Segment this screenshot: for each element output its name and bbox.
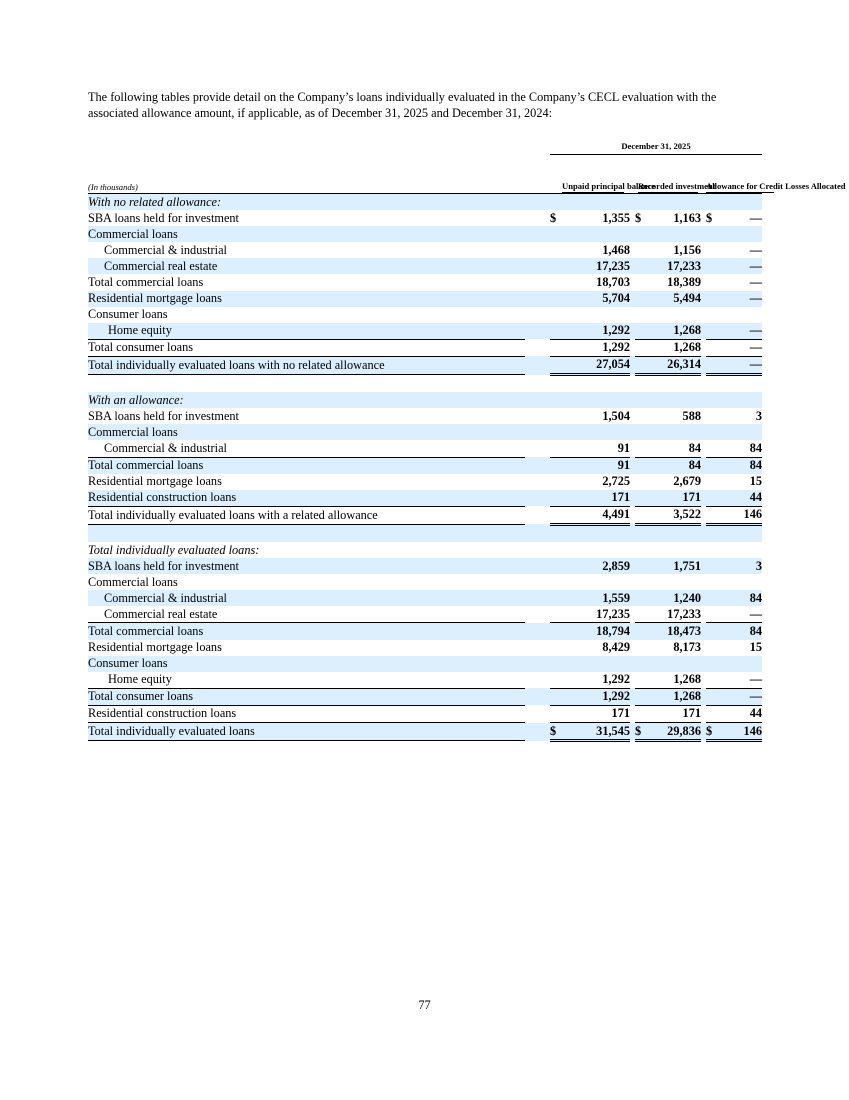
value-cell: 1,240 xyxy=(635,590,701,606)
value-cell: 5,704 xyxy=(550,291,630,307)
value-cell: 1,292 xyxy=(550,688,630,705)
table-row xyxy=(88,640,762,656)
value-cell: — xyxy=(706,672,762,689)
value-cell: 26,314 xyxy=(635,356,701,374)
loans-evaluated-table xyxy=(88,139,846,742)
row-label: Consumer loans xyxy=(88,656,525,672)
value-cell: 18,473 xyxy=(635,623,701,640)
row-label: Total commercial loans xyxy=(88,275,204,290)
intro-paragraph: The following tables provide detail on the Company’s loans individually evaluated in the Company’s CECL evaluation with the associated allowance amount, if applicable, as of December 31, 2025 and December 31, 2024: xyxy=(88,90,717,120)
row-label: Residential mortgage loans xyxy=(88,640,222,655)
table-row xyxy=(88,323,762,340)
currency-symbol: $ xyxy=(550,723,557,738)
value-cell: 84 xyxy=(635,440,701,457)
table-row xyxy=(88,506,762,524)
period-header: December 31, 2025 xyxy=(550,139,762,155)
row-label: Total individually evaluated loans with a related allowance xyxy=(88,506,525,524)
table-row xyxy=(88,242,762,258)
value-cell: 18,389 xyxy=(667,275,701,290)
table-row xyxy=(88,558,762,574)
currency-symbol: $ xyxy=(550,210,557,225)
row-label: Commercial & industrial xyxy=(88,590,525,606)
row-label: Commercial loans xyxy=(88,424,525,440)
table-row xyxy=(88,356,762,374)
value-cell: 2,725 xyxy=(602,474,630,489)
row-label: Residential construction loans xyxy=(88,705,525,722)
value-cell: 588 xyxy=(682,408,701,423)
table-row xyxy=(88,424,762,440)
column-header-row xyxy=(88,155,762,194)
currency-symbol: $ xyxy=(635,723,642,738)
table-row xyxy=(88,688,762,705)
value-cell: 27,054 xyxy=(550,356,630,374)
value-cell: 1,559 xyxy=(550,590,630,606)
value-cell: 17,233 xyxy=(635,258,701,274)
value-cell: 2,679 xyxy=(673,474,701,489)
value-cell: 17,235 xyxy=(550,258,630,274)
value-cell: 17,235 xyxy=(550,606,630,623)
value-cell: 29,836 xyxy=(667,723,701,738)
table-row xyxy=(88,307,762,323)
value-cell: 2,859 xyxy=(550,558,630,574)
value-cell: 1,751 xyxy=(635,558,701,574)
table-row xyxy=(88,656,762,672)
value-cell: — xyxy=(706,323,762,340)
row-label: Residential mortgage loans xyxy=(88,291,525,307)
table-row xyxy=(88,574,762,590)
table-row xyxy=(88,590,762,606)
value-cell: 146 xyxy=(743,723,762,738)
table-row xyxy=(88,440,762,457)
value-cell: 18,703 xyxy=(596,275,630,290)
value-cell: — xyxy=(749,242,762,257)
table-row xyxy=(88,705,762,722)
value-cell: 84 xyxy=(635,457,701,474)
units-label: (In thousands) xyxy=(88,181,138,192)
row-label: Residential mortgage loans xyxy=(88,474,222,489)
table-row xyxy=(88,672,762,689)
value-cell: 1,163 xyxy=(673,210,701,225)
currency-symbol: $ xyxy=(706,723,713,738)
value-cell: 91 xyxy=(550,440,630,457)
value-cell: 84 xyxy=(706,440,762,457)
section-title-row xyxy=(88,392,762,408)
table-row xyxy=(88,226,762,242)
row-label: Residential construction loans xyxy=(88,490,525,507)
value-cell: 3 xyxy=(706,558,762,574)
value-cell: 1,268 xyxy=(635,688,701,705)
table-row xyxy=(88,623,762,640)
value-cell: 1,292 xyxy=(550,323,630,340)
row-label: Total consumer loans xyxy=(88,339,525,356)
value-cell: 146 xyxy=(706,506,762,524)
row-label: Total individually evaluated loans with no related allowance xyxy=(88,356,525,374)
currency-symbol: $ xyxy=(706,210,713,225)
value-cell: — xyxy=(706,291,762,307)
value-cell: 31,545 xyxy=(596,723,630,738)
value-cell: — xyxy=(749,275,762,290)
value-cell: — xyxy=(749,210,762,225)
value-cell: 1,468 xyxy=(602,242,630,257)
col-header-allowance: Allowance for Credit Losses Allocated xyxy=(706,181,774,194)
value-cell: 8,429 xyxy=(602,640,630,655)
value-cell: 84 xyxy=(706,623,762,640)
value-cell: 1,292 xyxy=(550,672,630,689)
section-title: With an allowance: xyxy=(88,392,525,408)
value-cell: 171 xyxy=(550,490,630,507)
col-header-recorded: Recorded investment xyxy=(638,181,698,194)
value-cell: 1,268 xyxy=(635,672,701,689)
table-row xyxy=(88,291,762,307)
value-cell: 18,794 xyxy=(550,623,630,640)
value-cell: 91 xyxy=(550,457,630,474)
section-title: Total individually evaluated loans: xyxy=(88,542,260,557)
table-row xyxy=(88,474,762,490)
row-label: Consumer loans xyxy=(88,307,168,322)
value-cell: 17,233 xyxy=(635,606,701,623)
row-label: Commercial & industrial xyxy=(88,440,525,457)
row-label: Total consumer loans xyxy=(88,688,525,705)
value-cell: 15 xyxy=(749,640,762,655)
value-cell: 5,494 xyxy=(635,291,701,307)
table-row xyxy=(88,258,762,274)
table-row xyxy=(88,490,762,507)
value-cell: — xyxy=(706,339,762,356)
table-row xyxy=(88,408,762,424)
section-title-row xyxy=(88,194,762,211)
row-label: Commercial real estate xyxy=(88,606,525,623)
row-label: Total individually evaluated loans xyxy=(88,723,525,741)
row-label: Total commercial loans xyxy=(88,457,525,474)
row-label: Commercial loans xyxy=(88,226,525,242)
value-cell: 1,355 xyxy=(602,210,630,225)
row-label: Home equity xyxy=(88,672,525,689)
value-cell: 1,156 xyxy=(673,242,701,257)
row-label: Home equity xyxy=(88,323,525,340)
table-row xyxy=(88,274,762,290)
table-row xyxy=(88,723,762,741)
value-cell: 15 xyxy=(749,474,762,489)
col-header-unpaid: Unpaid principal balance xyxy=(562,181,624,194)
value-cell: 1,504 xyxy=(602,408,630,423)
value-cell: 3 xyxy=(755,408,762,423)
section-title: With no related allowance: xyxy=(88,194,525,211)
row-label: SBA loans held for investment xyxy=(88,408,239,423)
value-cell: 4,491 xyxy=(550,506,630,524)
table-row xyxy=(88,339,762,356)
value-cell: — xyxy=(706,356,762,374)
value-cell: 171 xyxy=(635,705,701,722)
value-cell: — xyxy=(706,688,762,705)
table-row xyxy=(88,606,762,623)
period-header-row xyxy=(88,139,762,155)
row-label: Commercial loans xyxy=(88,574,178,589)
value-cell: 171 xyxy=(635,490,701,507)
page-number: 77 xyxy=(418,998,431,1012)
table-row xyxy=(88,210,762,226)
value-cell: 8,173 xyxy=(673,640,701,655)
value-cell: 171 xyxy=(550,705,630,722)
value-cell: 3,522 xyxy=(635,506,701,524)
value-cell: 1,268 xyxy=(635,323,701,340)
value-cell: 1,292 xyxy=(550,339,630,356)
row-label: SBA loans held for investment xyxy=(88,558,525,574)
value-cell: 84 xyxy=(706,590,762,606)
section-title-row xyxy=(88,542,762,558)
value-cell: 1,268 xyxy=(635,339,701,356)
value-cell: 44 xyxy=(706,490,762,507)
value-cell: — xyxy=(706,258,762,274)
table-row xyxy=(88,457,762,474)
row-label: Commercial & industrial xyxy=(104,242,227,257)
row-label: SBA loans held for investment xyxy=(88,210,239,225)
currency-symbol: $ xyxy=(635,210,642,225)
value-cell: 44 xyxy=(706,705,762,722)
value-cell: 84 xyxy=(706,457,762,474)
row-label: Total commercial loans xyxy=(88,623,525,640)
value-cell: — xyxy=(706,606,762,623)
row-label: Commercial real estate xyxy=(88,258,525,274)
